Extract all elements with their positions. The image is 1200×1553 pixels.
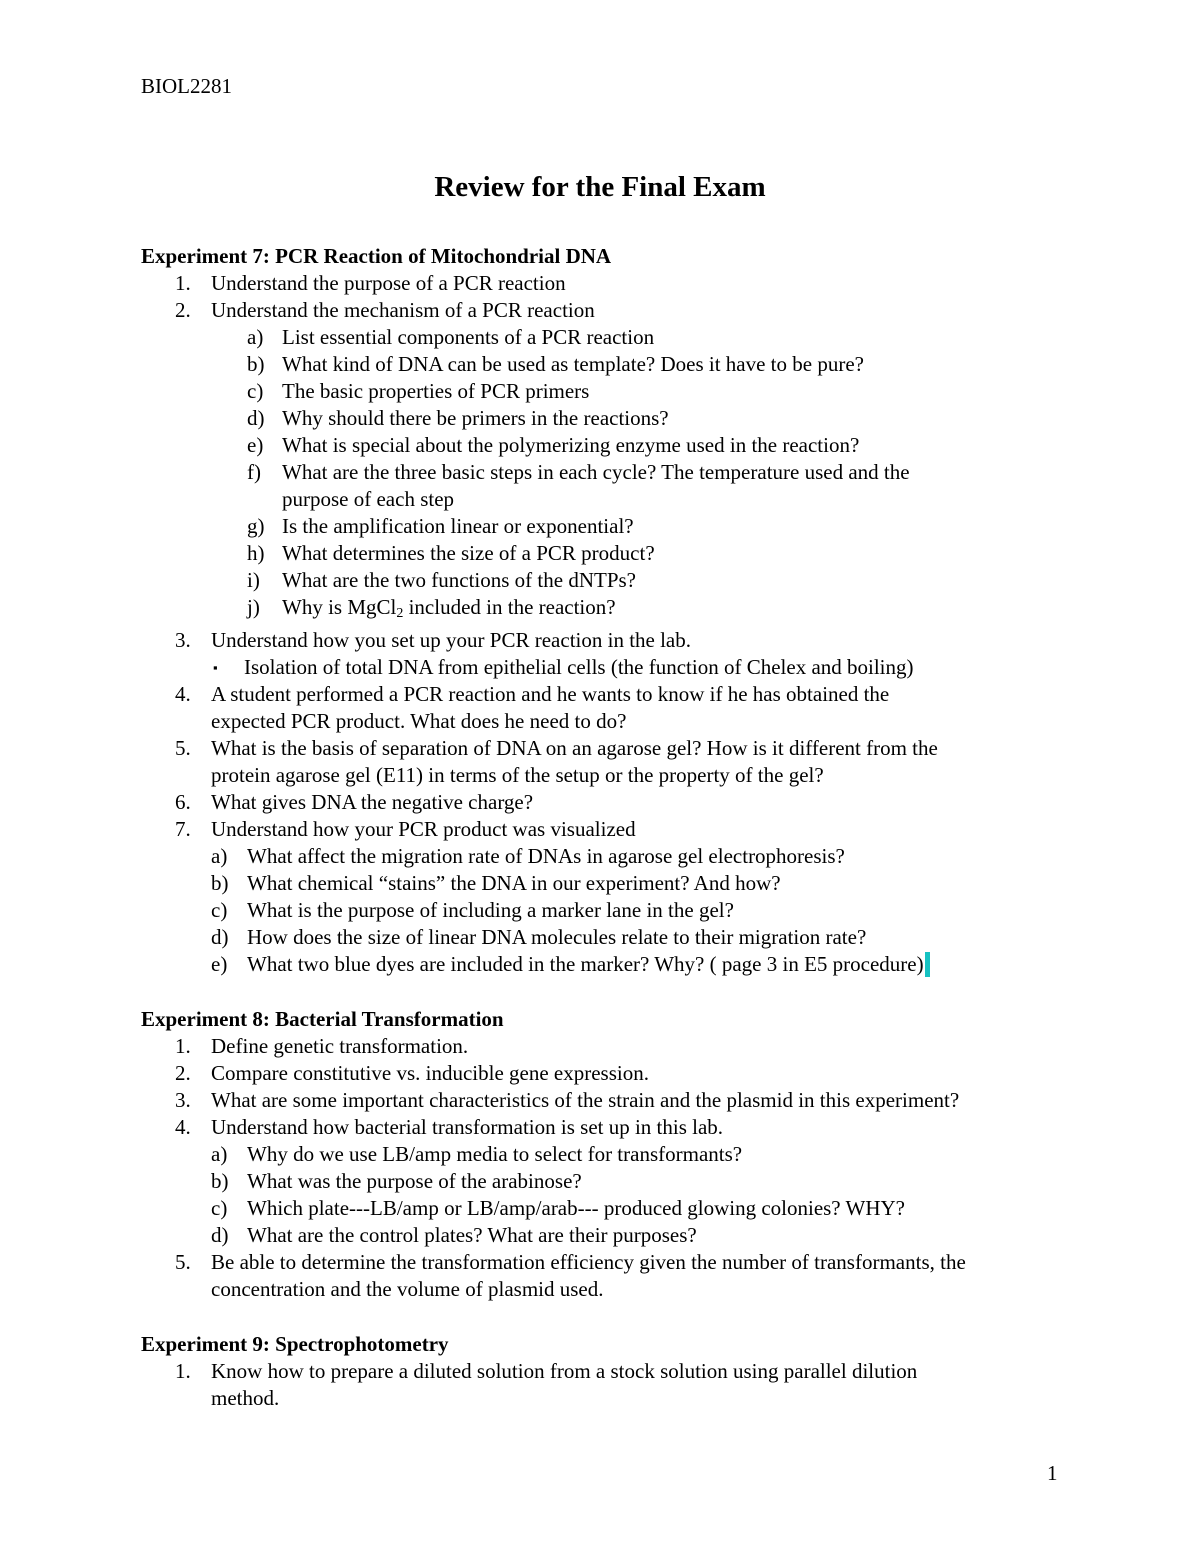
list-number: 6. <box>175 790 191 814</box>
list-item-continuation <box>141 762 1081 789</box>
section-gap <box>141 978 1081 1006</box>
list-letter: a) <box>211 844 228 868</box>
review-content <box>141 243 1081 1412</box>
list-number: 2. <box>175 298 191 322</box>
list-text: Be able to determine the transformation efficiency given the number of transformants, the <box>211 1250 966 1274</box>
list-text: What determines the size of a PCR product? <box>282 541 655 565</box>
list-number: 4. <box>175 682 191 706</box>
sub-list-item <box>141 459 1081 486</box>
list-letter: g) <box>247 514 265 538</box>
section-heading-exp7: Experiment 7: PCR Reaction of Mitochondrial DNA <box>141 244 612 268</box>
list-text: Know how to prepare a diluted solution from a stock solution using parallel dilution <box>211 1359 918 1383</box>
square-bullet-icon: ▪ <box>213 660 218 675</box>
list-item-continuation <box>141 708 1081 735</box>
list-text: What affect the migration rate of DNAs in agarose gel electrophoresis? <box>247 844 845 868</box>
sub-list-item <box>141 432 1081 459</box>
sub-list-item <box>141 924 1081 951</box>
sub-list-item-continuation <box>141 486 1081 513</box>
list-item <box>141 1060 1081 1087</box>
sub-list-item <box>141 567 1081 594</box>
list-text: protein agarose gel (E11) in terms of the setup or the property of the gel? <box>211 763 824 787</box>
page-title: Review for the Final Exam <box>434 171 766 203</box>
list-text: Why do we use LB/amp media to select for transformants? <box>247 1142 743 1166</box>
list-letter: e) <box>247 433 264 457</box>
list-text-post: included in the reaction? <box>403 595 616 619</box>
list-letter: b) <box>247 352 265 376</box>
list-text: What chemical “stains” the DNA in our experiment? And how? <box>247 871 781 895</box>
list-letter: d) <box>211 925 229 949</box>
list-letter: h) <box>247 541 265 565</box>
section-heading-exp8: Experiment 8: Bacterial Transformation <box>141 1007 504 1031</box>
sub-list-item <box>141 1222 1081 1249</box>
subscript-two: 2 <box>396 606 404 621</box>
list-letter: d) <box>247 406 265 430</box>
list-item-continuation <box>141 1385 1081 1412</box>
list-item <box>141 816 1081 843</box>
list-text: What was the purpose of the arabinose? <box>247 1169 582 1193</box>
bullet-item <box>141 654 1081 681</box>
list-text: Which plate---LB/amp or LB/amp/arab--- produced glowing colonies? WHY? <box>247 1196 905 1220</box>
sub-list-item <box>141 897 1081 924</box>
list-number: 4. <box>175 1115 191 1139</box>
list-text: What are the control plates? What are their purposes? <box>247 1223 697 1247</box>
list-text: Understand how you set up your PCR reaction in the lab. <box>211 628 692 652</box>
sub-list-item <box>141 951 1081 978</box>
sub-list-item <box>141 1195 1081 1222</box>
list-letter: b) <box>211 871 229 895</box>
list-item-continuation <box>141 1276 1081 1303</box>
section-heading-exp9: Experiment 9: Spectrophotometry <box>141 1332 449 1356</box>
list-text: What are the three basic steps in each cycle? The temperature used and the <box>282 460 910 484</box>
list-text: concentration and the volume of plasmid used. <box>211 1277 604 1301</box>
list-letter: a) <box>211 1142 228 1166</box>
list-number: 3. <box>175 1088 191 1112</box>
list-letter: d) <box>211 1223 229 1247</box>
list-number: 7. <box>175 817 191 841</box>
list-text: expected PCR product. What does he need to do? <box>211 709 627 733</box>
list-text: method. <box>211 1386 280 1410</box>
sub-list-item <box>141 324 1081 351</box>
list-text: What gives DNA the negative charge? <box>211 790 534 814</box>
sub-list-item <box>141 1168 1081 1195</box>
list-text: Understand how your PCR product was visualized <box>211 817 636 841</box>
list-text: What is the purpose of including a marker lane in the gel? <box>247 898 734 922</box>
list-text: What is the basis of separation of DNA on an agarose gel? How is it different from the <box>211 736 938 760</box>
list-text: What are the two functions of the dNTPs? <box>282 568 636 592</box>
list-text: Isolation of total DNA from epithelial cells (the function of Chelex and boiling) <box>244 655 914 679</box>
list-number: 1. <box>175 1359 191 1383</box>
list-item <box>141 735 1081 762</box>
list-letter: c) <box>211 1196 228 1220</box>
sub-list-item <box>141 351 1081 378</box>
list-item <box>141 1114 1081 1141</box>
list-item <box>141 1358 1081 1385</box>
list-text: What two blue dyes are included in the marker? Why? ( page 3 in E5 procedure) <box>247 952 924 976</box>
list-text: What is special about the polymerizing enzyme used in the reaction? <box>282 433 860 457</box>
list-item <box>141 681 1081 708</box>
list-item <box>141 627 1081 654</box>
list-number: 1. <box>175 1034 191 1058</box>
list-number: 5. <box>175 1250 191 1274</box>
list-text: What are some important characteristics of the strain and the plasmid in this experiment? <box>211 1088 960 1112</box>
list-text: Define genetic transformation. <box>211 1034 469 1058</box>
list-item <box>141 1249 1081 1276</box>
list-item <box>141 789 1081 816</box>
list-item <box>141 1033 1081 1060</box>
list-text: Understand how bacterial transformation is set up in this lab. <box>211 1115 724 1139</box>
list-number: 2. <box>175 1061 191 1085</box>
list-text: Why should there be primers in the reactions? <box>282 406 669 430</box>
sub-list-item <box>141 513 1081 540</box>
text-cursor-highlight <box>925 952 930 977</box>
list-item <box>141 1087 1081 1114</box>
sub-list-item <box>141 870 1081 897</box>
list-letter: b) <box>211 1169 229 1193</box>
list-letter: e) <box>211 952 228 976</box>
list-item <box>141 297 1081 324</box>
list-letter: i) <box>247 568 260 592</box>
list-letter: f) <box>247 460 261 484</box>
list-text: List essential components of a PCR reaction <box>282 325 655 349</box>
list-letter: a) <box>247 325 264 349</box>
list-text: Compare constitutive vs. inducible gene expression. <box>211 1061 649 1085</box>
list-text: Understand the mechanism of a PCR reaction <box>211 298 595 322</box>
list-text: Is the amplification linear or exponential? <box>282 514 634 538</box>
list-text: What kind of DNA can be used as template? Does it have to be pure? <box>282 352 864 376</box>
course-code: BIOL2281 <box>141 74 232 98</box>
list-letter: c) <box>211 898 228 922</box>
sub-list-item <box>141 1141 1081 1168</box>
page-number: 1 <box>1047 1461 1058 1485</box>
list-number: 1. <box>175 271 191 295</box>
list-text: How does the size of linear DNA molecules relate to their migration rate? <box>247 925 867 949</box>
sub-list-item <box>141 594 1081 627</box>
list-number: 5. <box>175 736 191 760</box>
list-number: 3. <box>175 628 191 652</box>
sub-list-item <box>141 405 1081 432</box>
list-text: The basic properties of PCR primers <box>282 379 590 403</box>
sub-list-item <box>141 540 1081 567</box>
list-text: purpose of each step <box>282 487 455 511</box>
list-item <box>141 270 1081 297</box>
list-text: Understand the purpose of a PCR reaction <box>211 271 566 295</box>
section-gap <box>141 1303 1081 1331</box>
list-text: A student performed a PCR reaction and he wants to know if he has obtained the <box>211 682 890 706</box>
list-letter: c) <box>247 379 264 403</box>
list-letter: j) <box>247 595 260 619</box>
list-text-pre: Why is MgCl <box>282 595 397 619</box>
sub-list-item <box>141 378 1081 405</box>
sub-list-item <box>141 843 1081 870</box>
